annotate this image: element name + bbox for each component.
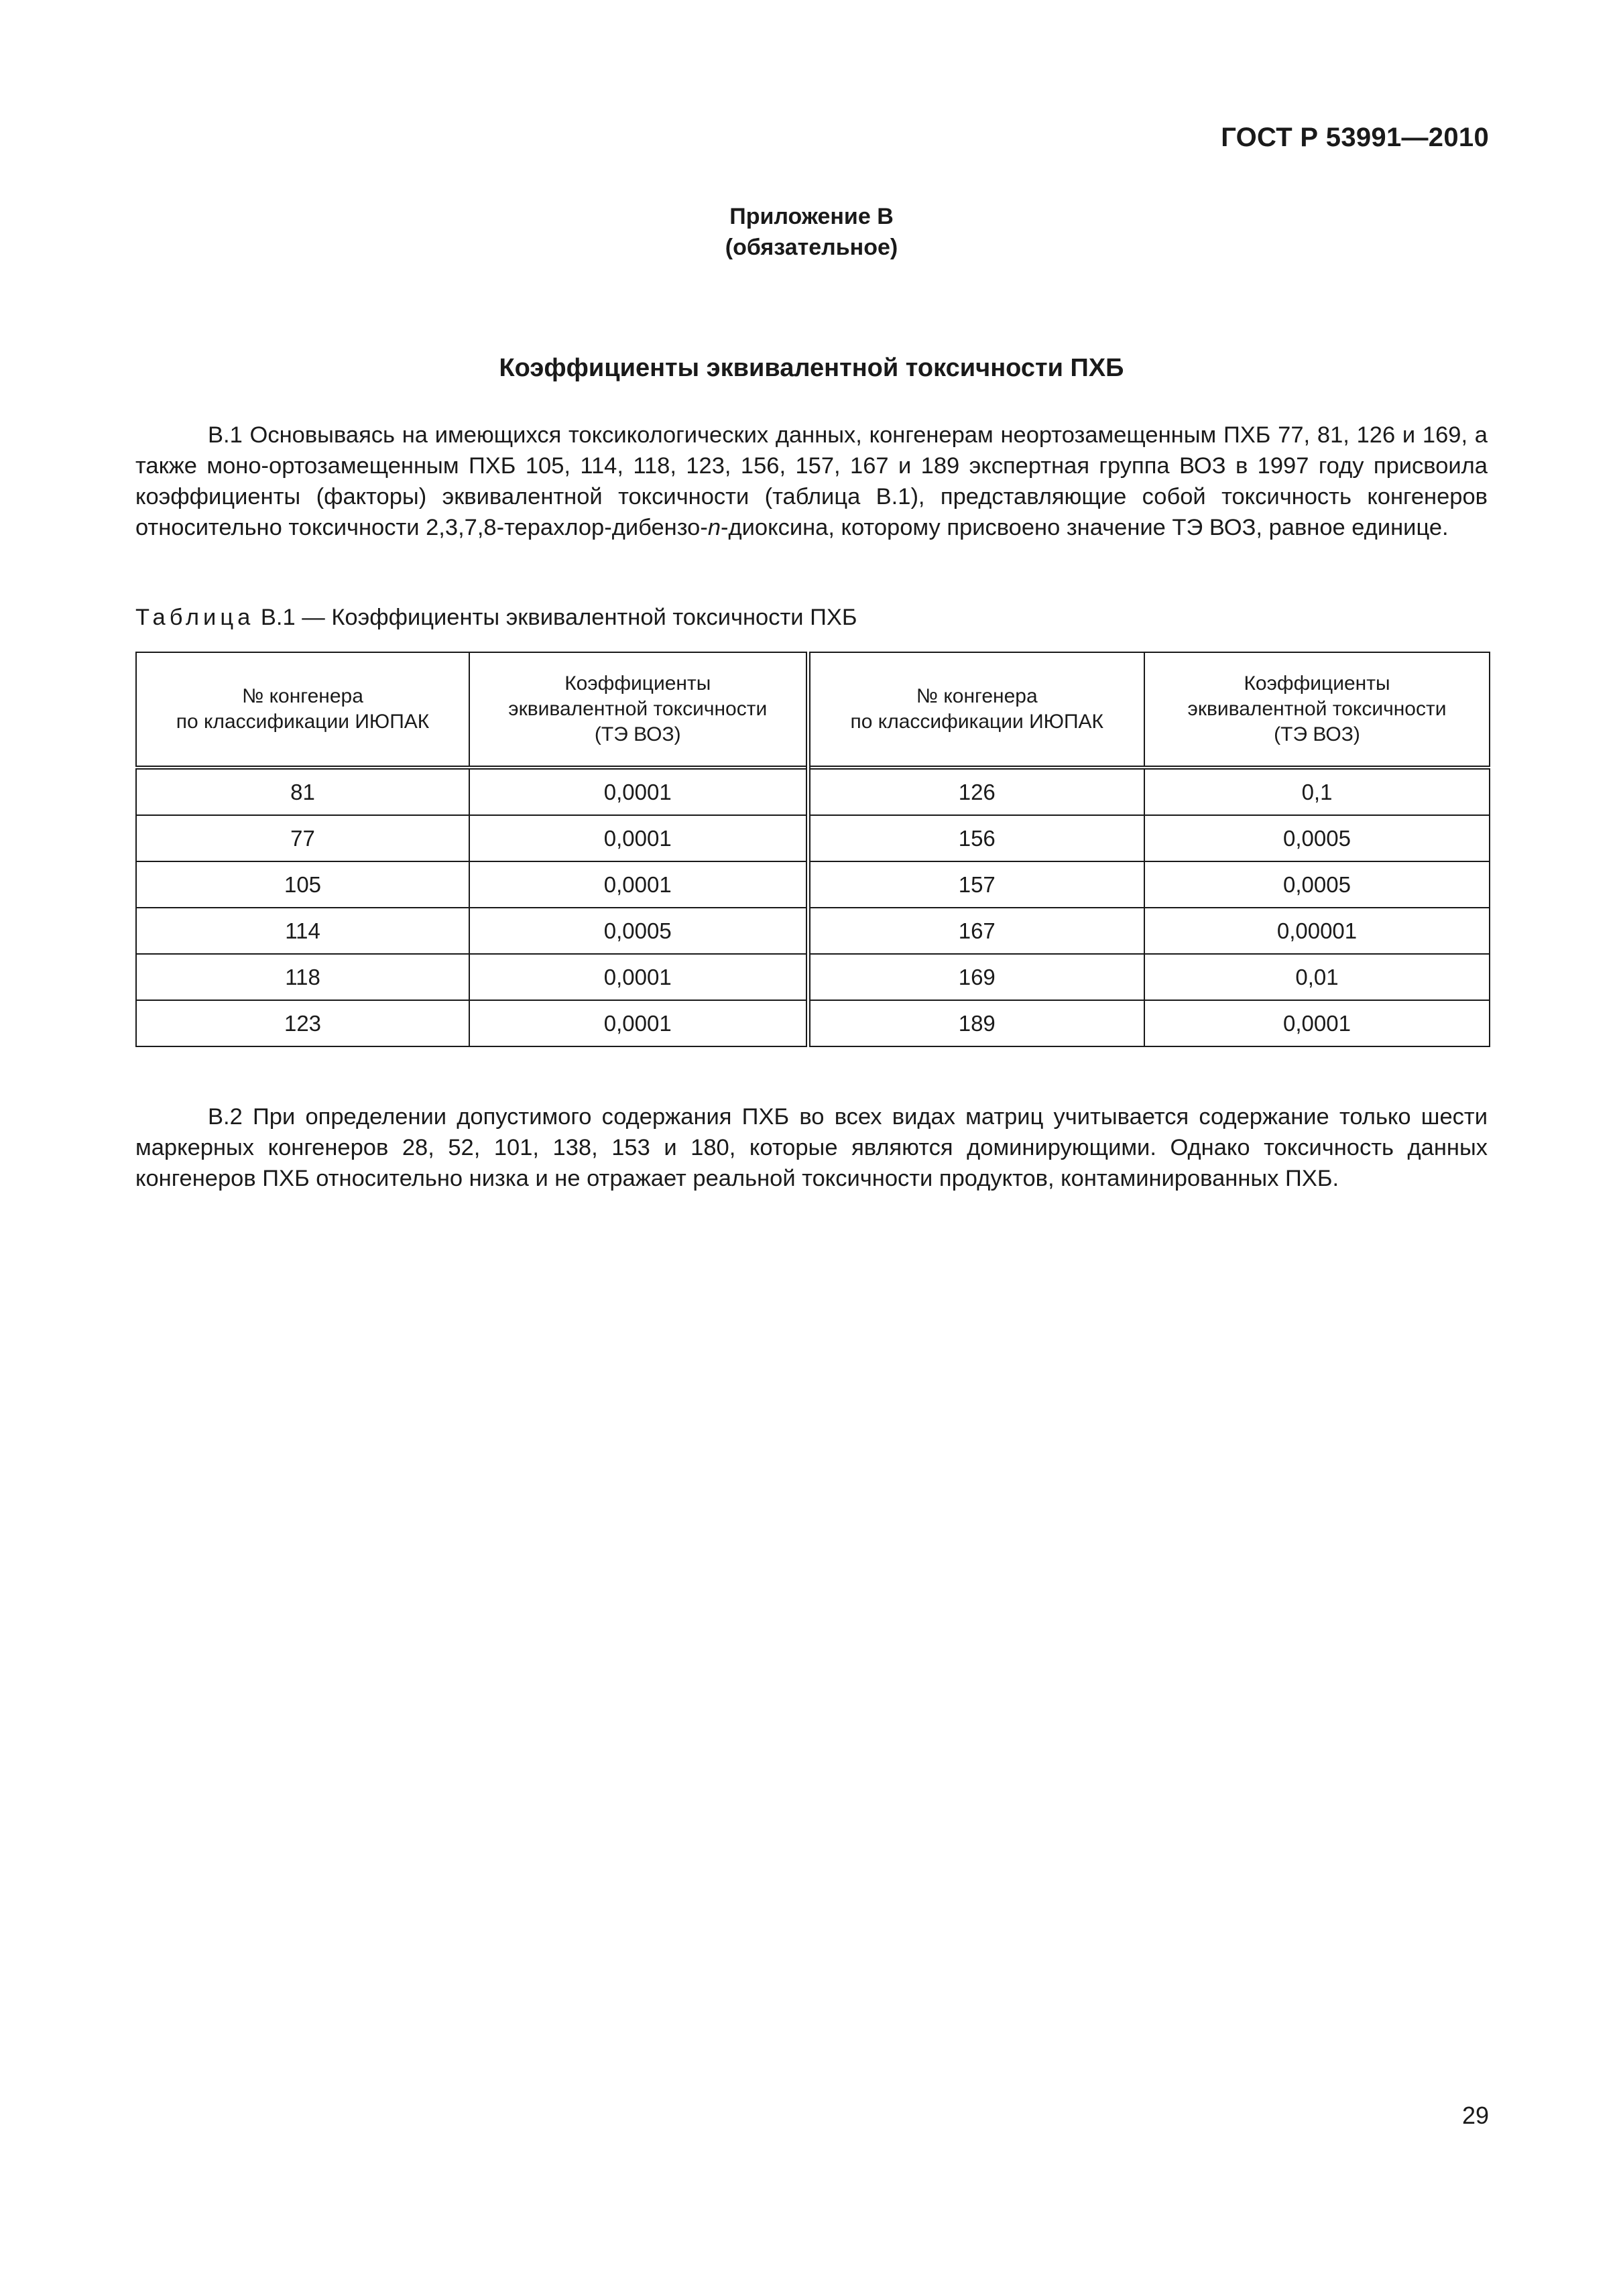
table-row	[136, 768, 1490, 815]
cell-congener: 114	[136, 908, 469, 954]
cell-coefficient: 0,1	[1144, 768, 1490, 815]
cell-congener: 156	[808, 815, 1144, 861]
paragraph-b2: В.2 При определении допустимого содержания ПХБ во всех видах матриц учитывается содержание только шести маркерных конгенеров 28, 52, 101, 138, 153 и 180, которые являются доминирующими. Однако токсичность данных конгенеров ПХБ относительно низка и не отражает реальной токсичности продуктов, контаминированных ПХБ.	[135, 1104, 1488, 1191]
cell-congener: 77	[136, 815, 469, 861]
paragraph-b1	[135, 420, 1488, 543]
appendix-title: Приложение В	[729, 204, 894, 229]
cell-coefficient: 0,0001	[469, 861, 808, 908]
cell-coefficient: 0,0001	[469, 815, 808, 861]
appendix-status: (обязательное)	[725, 235, 898, 260]
cell-congener: 123	[136, 1000, 469, 1046]
table-caption-text: В.1 — Коэффициенты эквивалентной токсичности ПХБ	[254, 605, 857, 630]
cell-coefficient: 0,0005	[1144, 815, 1490, 861]
table-header-row	[136, 652, 1490, 768]
cell-coefficient: 0,0001	[469, 954, 808, 1000]
document-code: ГОСТ Р 53991—2010	[1221, 123, 1489, 152]
table-caption	[135, 605, 857, 631]
header-coef-right: Коэффициенты эквивалентной токсичности (ТЭ ВОЗ)	[1144, 652, 1490, 768]
cell-congener: 126	[808, 768, 1144, 815]
cell-congener: 167	[808, 908, 1144, 954]
table-row	[136, 1000, 1490, 1046]
table-row	[136, 861, 1490, 908]
cell-congener: 169	[808, 954, 1144, 1000]
header-congener-left: № конгенера по классификации ИЮПАК	[136, 652, 469, 768]
header-coef-left: Коэффициенты эквивалентной токсичности (ТЭ ВОЗ)	[469, 652, 808, 768]
paragraph-b1-text: В.1 Основываясь на имеющихся токсикологических данных, конгенерам неортозамещенным ПХБ 77, 81, 126 и 169, а также моно-ортозамещенным ПХБ 105, 114, 118, 123, 156, 157, 167 и 189 экспертная группа ВОЗ в 1997 году присвоила коэффициенты (факторы) эквивалентной токсичности (таблица В.1), представляющие собой токсичность конгенеров относительно токсичности 2,3,7,8-терахлор-дибензо-	[135, 422, 1488, 540]
cell-coefficient: 0,00001	[1144, 908, 1490, 954]
cell-coefficient: 0,0005	[469, 908, 808, 954]
cell-congener: 81	[136, 768, 469, 815]
cell-coefficient: 0,01	[1144, 954, 1490, 1000]
paragraph-b1-italic: n	[707, 515, 721, 540]
paragraph-b1-end: -диоксина, которому присвоено значение ТЭ ВОЗ, равное единице.	[721, 515, 1449, 540]
header-congener-right: № конгенера по классификации ИЮПАК	[808, 652, 1144, 768]
table-row	[136, 908, 1490, 954]
cell-coefficient: 0,0001	[469, 1000, 808, 1046]
cell-congener: 189	[808, 1000, 1144, 1046]
coefficients-table	[135, 652, 1490, 1047]
section-title: Коэффициенты эквивалентной токсичности ПХБ	[499, 354, 1124, 382]
cell-congener: 105	[136, 861, 469, 908]
table-row	[136, 954, 1490, 1000]
cell-coefficient: 0,0001	[1144, 1000, 1490, 1046]
appendix-heading	[0, 201, 1623, 263]
cell-coefficient: 0,0001	[469, 768, 808, 815]
page-number: 29	[1461, 2102, 1489, 2129]
cell-congener: 118	[136, 954, 469, 1000]
table-caption-label: Таблица	[135, 605, 255, 630]
cell-coefficient: 0,0005	[1144, 861, 1490, 908]
cell-congener: 157	[808, 861, 1144, 908]
table-row	[136, 815, 1490, 861]
